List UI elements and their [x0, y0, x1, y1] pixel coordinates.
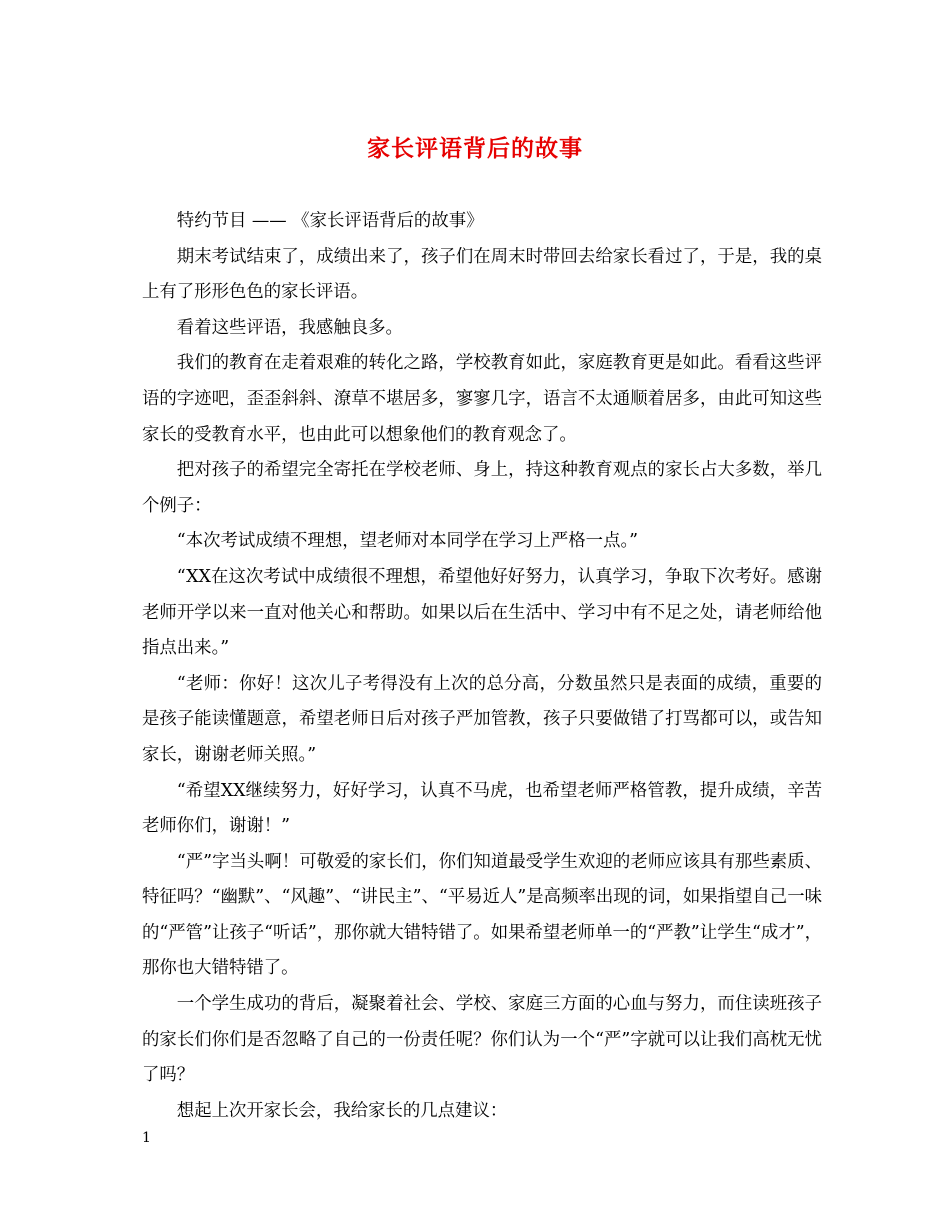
- paragraph-intro: 特约节目 —— 《家长评语背后的故事》: [176, 211, 484, 231]
- quote-paragraph: “希望XX继续努力，好好学习，认真不马虎，也希望老师严格管教，提升成绩，辛苦老师你们，谢谢！”: [142, 780, 822, 837]
- paragraph: 想起上次开家长会，我给家长的几点建议：: [176, 1100, 508, 1121]
- paragraph: 期末考试结束了，成绩出来了，孩子们在周末时带回去给家长看过了，于是，我的桌上有了形形色色的家长评语。: [142, 246, 822, 303]
- paragraph: 看着这些评语，我感触良多。: [176, 317, 403, 338]
- paragraph: “严”字当头啊！可敬爱的家长们，你们知道最受学生欢迎的老师应该具有那些素质、特征吗？“幽默”、“风趣”、“讲民主”、“平易近人”是高频率出现的词，如果指望自己一味的“严管”让孩子“听话”，那你就大错特错了。如果希望老师单一的“严教”让学生“成才”，那你也大错特错了。: [142, 851, 822, 979]
- quote-paragraph: “老师：你好！这次儿子考得没有上次的总分高，分数虽然只是表面的成绩，重要的是孩子能读懂题意，希望老师日后对孩子严加管教，孩子只要做错了打骂都可以，或告知家长，谢谢老师关照。”: [142, 673, 822, 765]
- quote-paragraph: “XX在这次考试中成绩很不理想，希望他好好努力，认真学习，争取下次考好。感谢老师开学以来一直对他关心和帮助。如果以后在生活中、学习中有不足之处，请老师给他指点出来。”: [142, 566, 822, 659]
- paragraph: 把对孩子的希望完全寄托在学校老师、身上，持这种教育观点的家长占大多数，举几个例子：: [142, 460, 822, 516]
- paragraph: 我们的教育在走着艰难的转化之路，学校教育如此，家庭教育更是如此。看看这些评语的字迹吧，歪歪斜斜、潦草不堪居多，寥寥几字，语言不太通顺着居多，由此可知这些家长的受教育水平，也由此可以想象他们的教育观念了。: [142, 353, 822, 445]
- document-title: 家长评语背后的故事: [367, 135, 583, 162]
- paragraph: 一个学生成功的背后，凝聚着社会、学校、家庭三方面的心血与努力，而住读班孩子的家长们你们是否忽略了自己的一份责任呢？你们认为一个“严”字就可以让我们高枕无忧了吗？: [142, 994, 822, 1086]
- document-body: [142, 204, 822, 1129]
- page-number: 1: [142, 1130, 151, 1146]
- quote-paragraph: “本次考试成绩不理想，望老师对本同学在学习上严格一点。”: [176, 531, 639, 552]
